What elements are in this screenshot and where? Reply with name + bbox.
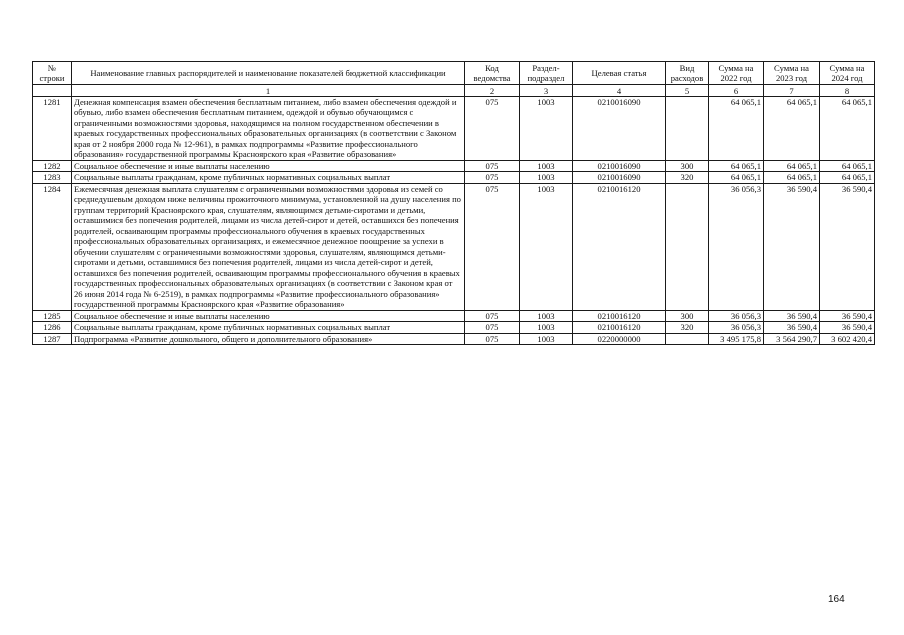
section-code-cell: 1003 [520, 322, 573, 333]
column-number-cell: 5 [666, 85, 709, 97]
table-row [33, 333, 875, 344]
header-cell: Код ведомства [465, 62, 520, 85]
amount-2023-cell: 36 590,4 [764, 322, 820, 333]
row-number-cell: 1281 [33, 97, 72, 161]
expense-type-cell [666, 97, 709, 161]
table-row [33, 172, 875, 183]
amount-2022-cell: 64 065,1 [709, 172, 764, 183]
amount-2023-cell: 3 564 290,7 [764, 333, 820, 344]
budget-table [32, 61, 875, 345]
header-cell: Сумма на 2023 год [764, 62, 820, 85]
expense-type-cell: 300 [666, 310, 709, 321]
header-cell: Целевая статья [573, 62, 666, 85]
amount-2023-cell: 36 590,4 [764, 310, 820, 321]
amount-2023-cell: 64 065,1 [764, 172, 820, 183]
table-row [33, 310, 875, 321]
column-number-cell: 4 [573, 85, 666, 97]
row-name-cell: Подпрограмма «Развитие дошкольного, общего и дополнительного образования» [72, 333, 465, 344]
row-name-cell: Социальное обеспечение и иные выплаты населению [72, 310, 465, 321]
column-number-cell [33, 85, 72, 97]
target-article-cell: 0210016120 [573, 310, 666, 321]
expense-type-cell: 300 [666, 160, 709, 171]
target-article-cell: 0210016090 [573, 160, 666, 171]
header-cell: Сумма на 2024 год [820, 62, 875, 85]
amount-2024-cell: 64 065,1 [820, 160, 875, 171]
column-number-cell: 3 [520, 85, 573, 97]
header-cell: Сумма на 2022 год [709, 62, 764, 85]
target-article-cell: 0220000000 [573, 333, 666, 344]
target-article-cell: 0210016090 [573, 97, 666, 161]
page-number: 164 [828, 594, 845, 605]
amount-2022-cell: 36 056,3 [709, 183, 764, 310]
dept-code-cell: 075 [465, 172, 520, 183]
row-name-cell: Ежемесячная денежная выплата слушателям с ограниченными возможностями здоровья из семей со среднедушевым доходом ниже величины прожиточного минимума, установленной на душу населения по группам территорий Красноярского края, слушателям, являющимся детьми-сиротами и детьми, оставшимися без попечения родителей, лицами из числа детей-сирот и детей, оставшихся без попечения родителей, осваивающим программы профессионального обучения в краевых государственных профессиональных образовательных организациях, и ежемесячное денежное поощрение за успехи в обучении слушателям с ограниченными возможностями здоровья, слушателям, являющимся детьми-сиротами и детьми, оставшимися без попечения родителей, лицами из числа детей-сирот и детей, оставшихся без попечения родителей, осваивающим программы профессионального обучения в краевых государственных профессиональных образовательных организациях (в соответствии с Законом края от 26 июня 2014 года № 6-2519), в рамках подпрограммы «Развитие профессионального образования» государственной программы Красноярского края «Развитие образования» [72, 183, 465, 310]
table-body [33, 97, 875, 345]
target-article-cell: 0210016120 [573, 322, 666, 333]
dept-code-cell: 075 [465, 322, 520, 333]
row-name-cell: Денежная компенсация взамен обеспечения бесплатным питанием, либо взамен обеспечения одеждой и обувью, либо взамен обеспечения бесплатным питанием, одеждой и обувью обучающимся с ограниченными возможностями здоровья, находящимся на полном государственном обеспечении в краевых государственных профессиональных образовательных организациях (в соответствии с Законом края от 2 ноября 2000 года № 12-961), в рамках подпрограммы «Развитие профессионального образования» государственной программы Красноярского края «Развитие образования» [72, 97, 465, 161]
amount-2023-cell: 64 065,1 [764, 160, 820, 171]
expense-type-cell [666, 183, 709, 310]
column-number-cell: 8 [820, 85, 875, 97]
dept-code-cell: 075 [465, 310, 520, 321]
section-code-cell: 1003 [520, 160, 573, 171]
column-number-row [33, 85, 875, 97]
target-article-cell: 0210016120 [573, 183, 666, 310]
amount-2024-cell: 64 065,1 [820, 172, 875, 183]
header-cell: № строки [33, 62, 72, 85]
row-name-cell: Социальное обеспечение и иные выплаты населению [72, 160, 465, 171]
row-number-cell: 1286 [33, 322, 72, 333]
amount-2024-cell: 3 602 420,4 [820, 333, 875, 344]
table-row [33, 97, 875, 161]
header-cell: Наименование главных распорядителей и наименование показателей бюджетной классификации [72, 62, 465, 85]
amount-2023-cell: 64 065,1 [764, 97, 820, 161]
column-number-cell: 7 [764, 85, 820, 97]
dept-code-cell: 075 [465, 183, 520, 310]
section-code-cell: 1003 [520, 97, 573, 161]
column-number-cell: 2 [465, 85, 520, 97]
table-row [33, 183, 875, 310]
row-number-cell: 1283 [33, 172, 72, 183]
header-row [33, 62, 875, 85]
amount-2024-cell: 64 065,1 [820, 97, 875, 161]
target-article-cell: 0210016090 [573, 172, 666, 183]
header-cell: Раздел-подраздел [520, 62, 573, 85]
expense-type-cell: 320 [666, 172, 709, 183]
row-number-cell: 1287 [33, 333, 72, 344]
amount-2022-cell: 64 065,1 [709, 160, 764, 171]
amount-2022-cell: 3 495 175,8 [709, 333, 764, 344]
dept-code-cell: 075 [465, 97, 520, 161]
dept-code-cell: 075 [465, 160, 520, 171]
section-code-cell: 1003 [520, 183, 573, 310]
amount-2024-cell: 36 590,4 [820, 183, 875, 310]
section-code-cell: 1003 [520, 172, 573, 183]
amount-2024-cell: 36 590,4 [820, 310, 875, 321]
amount-2023-cell: 36 590,4 [764, 183, 820, 310]
header-cell: Вид расходов [666, 62, 709, 85]
expense-type-cell [666, 333, 709, 344]
column-number-cell: 1 [72, 85, 465, 97]
amount-2022-cell: 64 065,1 [709, 97, 764, 161]
amount-2022-cell: 36 056,3 [709, 322, 764, 333]
table-row [33, 160, 875, 171]
table-row [33, 322, 875, 333]
section-code-cell: 1003 [520, 310, 573, 321]
row-name-cell: Социальные выплаты гражданам, кроме публичных нормативных социальных выплат [72, 172, 465, 183]
dept-code-cell: 075 [465, 333, 520, 344]
amount-2024-cell: 36 590,4 [820, 322, 875, 333]
section-code-cell: 1003 [520, 333, 573, 344]
row-number-cell: 1284 [33, 183, 72, 310]
amount-2022-cell: 36 056,3 [709, 310, 764, 321]
column-number-cell: 6 [709, 85, 764, 97]
expense-type-cell: 320 [666, 322, 709, 333]
row-number-cell: 1282 [33, 160, 72, 171]
row-name-cell: Социальные выплаты гражданам, кроме публичных нормативных социальных выплат [72, 322, 465, 333]
row-number-cell: 1285 [33, 310, 72, 321]
